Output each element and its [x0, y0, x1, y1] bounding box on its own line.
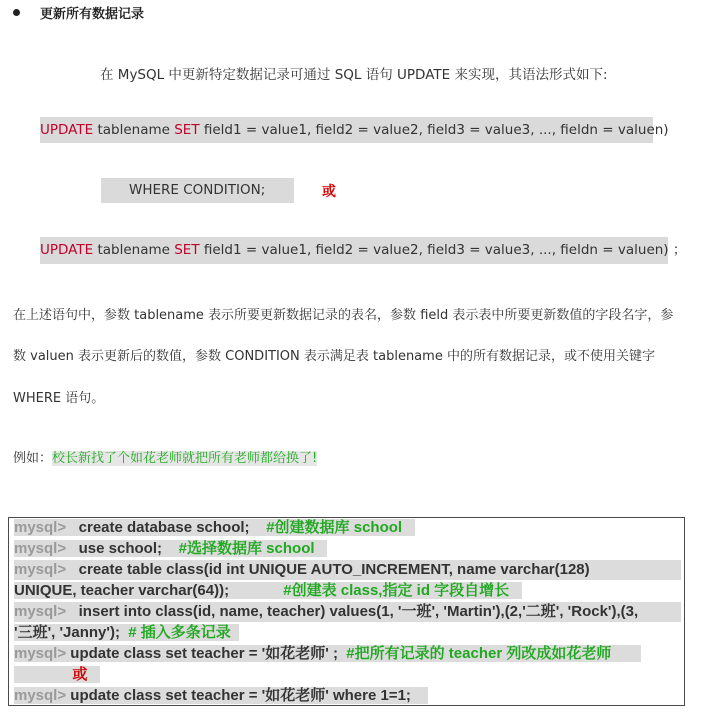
example-line: 例如：校长新找了个如花老师就把所有老师都给换了!	[13, 451, 318, 466]
syntax-or: 或	[322, 184, 336, 200]
code-line: 或	[14, 665, 684, 685]
code-line: UNIQUE, teacher varchar(64)); #创建表 class,指定 id 字段自增长	[14, 581, 684, 601]
description-line-2: 数 valuen 表示更新后的数值，参数 CONDITION 表示满足表 tablename 中的所有数据记录，或不使用关键字	[13, 349, 655, 364]
syntax-line-1: UPDATE tablename SET field1 = value1, field2 = value2, field3 = value3, ..., fieldn = valuen)	[40, 117, 653, 143]
intro-text: 在 MySQL 中更新特定数据记录可通过 SQL 语句 UPDATE 来实现，其语法形式如下:	[100, 67, 608, 83]
code-line: mysql> insert into class(id, name, teacher) values(1, '一班', 'Martin'),(2,'二班', 'Rock'),(3,	[14, 602, 681, 622]
code-line: mysql> use school; #选择数据库 school	[14, 539, 684, 559]
syntax-line-where: WHERE CONDITION;	[101, 178, 294, 203]
code-line: mysql> update class set teacher = '如花老师' ; #把所有记录的 teacher 列改成如花老师	[14, 644, 684, 664]
description-line-3: WHERE 语句。	[13, 391, 105, 406]
code-line: mysql> update class set teacher = '如花老师' where 1=1;	[14, 686, 684, 706]
section-heading: 更新所有数据记录	[40, 7, 145, 22]
code-line: mysql> create database school; #创建数据库 school	[14, 518, 684, 538]
syntax-line-3: UPDATE tablename SET field1 = value1, field2 = value2, field3 = value3, ..., fieldn = valuen) ；	[40, 237, 668, 264]
example-highlight: 校长新找了个如花老师就把所有老师都给换了!	[52, 451, 318, 466]
bullet-icon	[13, 9, 20, 16]
code-line: '三班', 'Janny'); # 插入多条记录	[14, 623, 684, 643]
description-line-1: 在上述语句中，参数 tablename 表示所要更新数据记录的表名，参数 field 表示表中所要更新数值的字段名字，参	[13, 308, 674, 323]
code-line: mysql> create table class(id int UNIQUE AUTO_INCREMENT, name varchar(128)	[14, 560, 681, 580]
